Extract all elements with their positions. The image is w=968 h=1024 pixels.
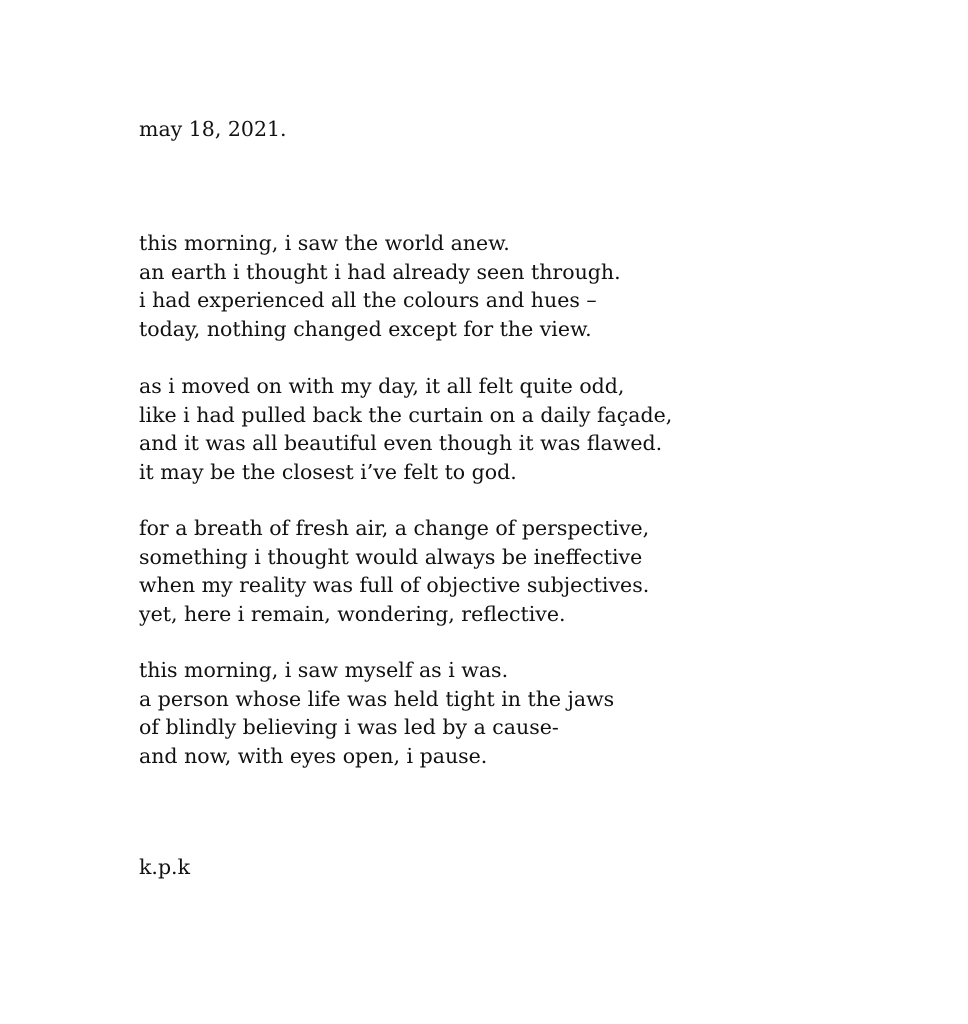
poem-line: as i moved on with my day, it all felt quite odd, — [139, 374, 625, 398]
poem-line: a person whose life was held tight in the jaws — [139, 686, 615, 711]
poem-signature: k.p.k — [139, 855, 190, 879]
poem-line: something i thought would always be ineffective — [139, 544, 643, 569]
poem-line: of blindly believing i was led by a cause- — [139, 715, 559, 739]
poem-line: yet, here i remain, wondering, reflective. — [139, 601, 566, 626]
poem-line: when my reality was full of objective subjectives. — [139, 573, 650, 597]
poem-line: an earth i thought i had already seen through. — [139, 259, 621, 284]
stanza-3 — [139, 514, 649, 628]
poem-line: like i had pulled back the curtain on a daily façade, — [139, 402, 673, 427]
poem-line: it may be the closest i’ve felt to god. — [139, 459, 517, 484]
poem-line: today, nothing changed except for the view. — [139, 316, 592, 341]
poem-line: and it was all beautiful even though it was flawed. — [139, 431, 663, 455]
stanza-4 — [139, 656, 614, 770]
poem-line: i had experienced all the colours and hues – — [139, 288, 597, 312]
stanza-1 — [139, 229, 621, 343]
poem-line: this morning, i saw myself as i was. — [139, 658, 509, 682]
poem-line: this morning, i saw the world anew. — [139, 231, 510, 255]
stanza-2 — [139, 372, 672, 486]
poem-line: and now, with eyes open, i pause. — [139, 743, 488, 768]
poem-date: may 18, 2021. — [139, 117, 287, 141]
poem-line: for a breath of fresh air, a change of perspective, — [139, 516, 650, 540]
